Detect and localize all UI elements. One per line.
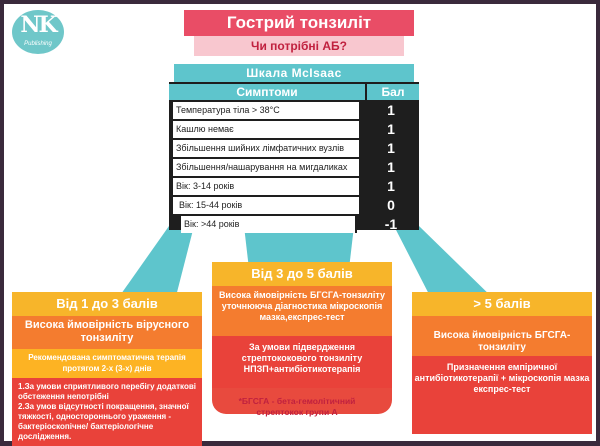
table-row xyxy=(173,216,415,234)
symptom-cell: Кашлю немає xyxy=(173,121,361,138)
table-row xyxy=(173,121,415,139)
footnote: *БГСГА - бета-гемолітичний стрептокок групи А xyxy=(238,396,356,417)
points-cell: 1 xyxy=(387,159,395,175)
points-cell: 1 xyxy=(387,102,395,118)
page-title: Гострий тонзиліт xyxy=(184,10,414,36)
symptom-cell: Збільшення шийних лімфатичних вузлів xyxy=(173,140,361,157)
logo-sub: Publishing xyxy=(24,41,52,47)
table-row xyxy=(173,197,415,215)
outcome-probability: Висока ймовірність БГСГА-тонзиліту xyxy=(412,316,592,356)
table-rows xyxy=(173,102,415,235)
outcome-box-high xyxy=(412,292,592,434)
table-row xyxy=(173,159,415,177)
outcome-header: > 5 балів xyxy=(412,292,592,316)
table-row xyxy=(173,140,415,158)
points-cell: 1 xyxy=(387,121,395,137)
infographic-frame xyxy=(4,4,596,441)
publisher-logo xyxy=(12,10,64,54)
logo-mark: NK xyxy=(20,12,56,38)
symptom-cell: Вік: 15-44 років xyxy=(173,197,361,214)
points-cell: 1 xyxy=(387,140,395,156)
outcome-recommendation: Призначення емпіричної антибіотикотерапії + мікроскопія мазка експрес-тест xyxy=(412,356,592,434)
outcome-box-low xyxy=(12,292,202,441)
column-header-points: Бал xyxy=(367,84,419,100)
scale-title: Шкала McIsaac xyxy=(174,64,414,82)
points-cell: 0 xyxy=(387,197,395,213)
outcome-note-1: 1.За умови сприятливого перебігу додаткові обстеження непотрібні xyxy=(18,382,196,401)
outcome-header: Від 3 до 5 балів xyxy=(212,262,392,286)
page-subtitle: Чи потрібні АБ? xyxy=(194,36,404,56)
outcome-recommendation: Рекомендована симптоматична терапія протягом 2-х (3-х) днів xyxy=(12,349,202,378)
outcome-header: Від 1 до 3 балів xyxy=(12,292,202,316)
column-header-symptoms: Симптоми xyxy=(169,84,365,100)
points-cell: -1 xyxy=(384,216,398,232)
table-row xyxy=(173,102,415,120)
mcisaac-table xyxy=(169,82,419,230)
outcome-notes xyxy=(12,378,202,446)
symptom-cell: Збільшення/нашарування на мигдаликах xyxy=(173,159,361,176)
symptom-cell: Температура тіла > 38°С xyxy=(173,102,361,119)
outcome-probability: Висока ймовірність вірусного тонзиліту xyxy=(12,316,202,349)
symptom-cell: Вік: >44 років xyxy=(181,216,357,233)
outcome-box-medium xyxy=(212,262,392,414)
table-row xyxy=(173,178,415,196)
outcome-recommendation: За умови підвердження стрептококового тонзиліту НПЗП+антибіотикотерапія xyxy=(212,336,392,388)
outcome-note-2: 2.За умов відсутності покращення, значної тяжкості, одностороннього ураження - бактеріоскопічне/ бактеріологічне дослідження. xyxy=(18,402,189,441)
outcome-probability: Висока ймовірність БГСГА-тонзиліту уточнююча діагностика мікроскопія мазка,експрес-тест xyxy=(212,286,392,336)
symptom-cell: Вік: 3-14 років xyxy=(173,178,361,195)
points-cell: 1 xyxy=(387,178,395,194)
